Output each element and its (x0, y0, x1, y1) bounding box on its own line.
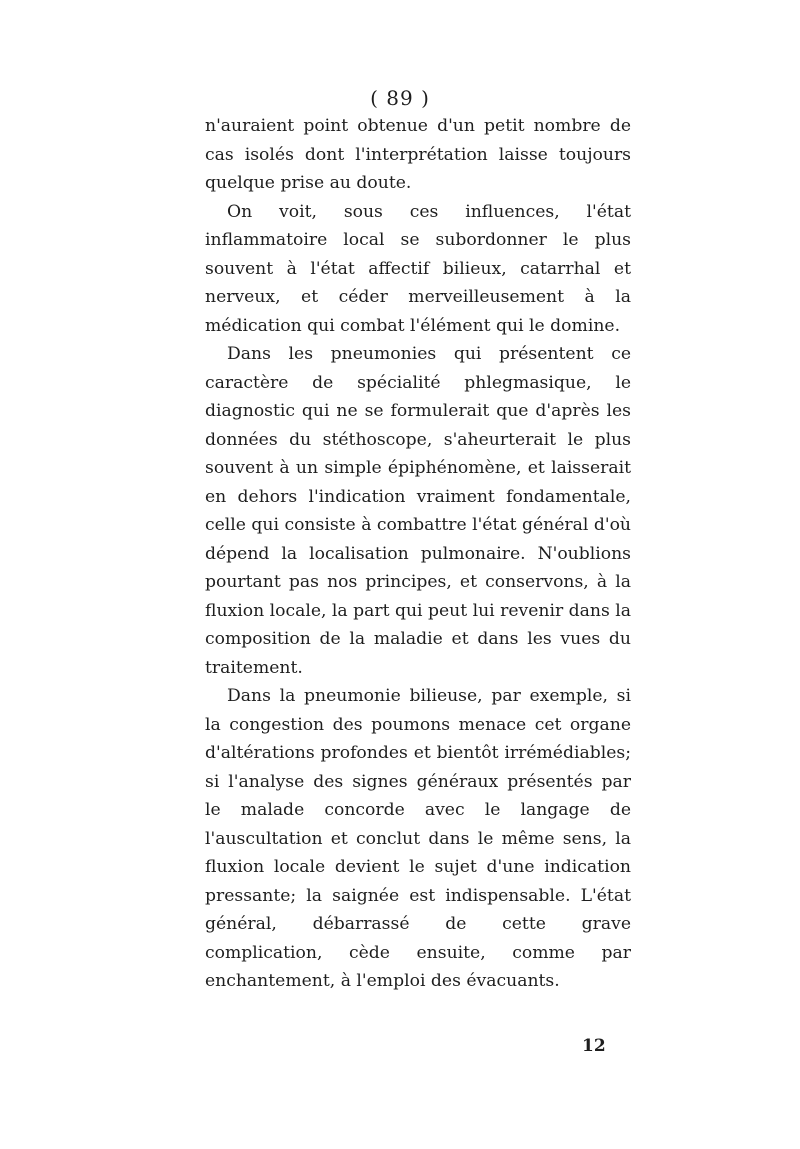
signature-mark: 12 (582, 1036, 606, 1056)
page-number-header: ( 89 ) (370, 86, 430, 110)
paragraph-4: Dans la pneumonie bilieuse, par exemple, si la congestion des poumons menace cet organe d'altérations profondes et bientôt irrémédiables; si l'analyse des signes généraux présentés par le malade concorde avec le langage de l'auscultation et conclut dans le même sens, la fluxion locale devient le sujet d'une indication pressante; la saignée est indispensable. L'état général, débarrassé de cette grave complication, cède ensuite, comme par enchantement, à l'emploi des évacuants. (205, 686, 631, 991)
paragraph-3: Dans les pneumonies qui présentent ce caractère de spécialité phlegmasique, le diagnostic qui ne se formulerait que d'après les données du stéthoscope, s'aheurterait le plus souvent à un simple épiphénomène, et laisserait en dehors l'indication vraiment fondamentale, celle qui consiste à combattre l'état général d'où dépend la localisation pulmonaire. N'oublions pourtant pas nos principes, et conservons, à la fluxion locale, la part qui peut lui revenir dans la composition de la maladie et dans les vues du traitement. (205, 344, 631, 678)
paragraph-1: n'auraient point obtenue d'un petit nombre de cas isolés dont l'interprétation laisse toujours quelque prise au doute. (205, 116, 631, 193)
body-text (205, 112, 631, 996)
paragraph-2: On voit, sous ces influences, l'état inflammatoire local se subordonner le plus souvent à l'état affectif bilieux, catarrhal et nerveux, et céder merveilleusement à la médication qui combat l'élément qui le domine. (205, 201, 631, 336)
